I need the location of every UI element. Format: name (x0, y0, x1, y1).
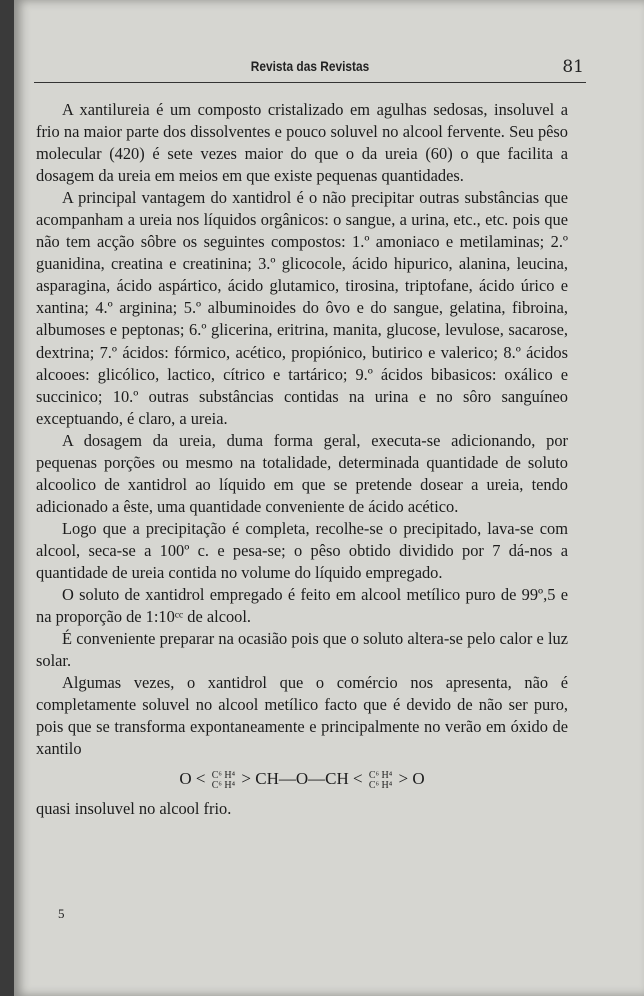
signature-mark: 5 (58, 906, 65, 921)
paragraph-3: A dosagem da ureia, duma forma geral, executa-se adicionando, por pequenas porções ou mesmo na totalidade, determinada quantidade de soluto alcoolico de xantidrol ao líquido em que se pretende dosear a ureia, tendo adicionado a êste, uma quantidade conveniente de ácido acético. (36, 430, 568, 516)
paragraph-7: Algumas vezes, o xantidrol que o comércio nos apresenta, não é completamente soluvel no alcool metílico facto que é devido de não ser puro, pois que se transforma expontaneamente e principalmente no verão em óxido de xantilo (36, 673, 568, 759)
formula-gt-left: > (241, 769, 251, 789)
formula-lt-right: < (353, 769, 363, 789)
page-number: 81 (562, 57, 584, 77)
formula-benzene-left (212, 771, 235, 791)
formula-lt-left: < (195, 769, 206, 789)
formula-oxygen-right: O (412, 769, 425, 789)
formula-gt-right: > (398, 769, 409, 789)
formula-benzene-right (369, 771, 392, 791)
paragraph-2: A principal vantagem do xantidrol é o não precipitar outras substâncias que acompanham a ureia nos líquidos orgânicos: o sangue, a urina, etc., etc. pois que não tem acção sôbre os seguintes compostos: 1.º amoniaco e metilaminas; 2.º guanidina, creatina e creatinina; 3.º glicocole, ácido hipurico, alanina, leucina, asparagina, ácido aspártico, ácido glutamico, tirosina, triptofane, ácido úrico e xantina; 4.º arginina; 5.º albuminoides do ôvo e do sangue, gelatina, fibroina, albumoses e peptonas; 6.º glicerina, eritrina, manita, glucose, levulose, sacarose, dextrina; 7.º ácidos: fórmico, acético, propiónico, butirico e valerico; 8.º ácidos alcooes: glicólico, lactico, cítrico e tartárico; 9.º ácidos bibasicos: oxálico e succinico; 10.º outras substâncias contidas na urina e no sôro sanguíneo exceptuando, é claro, a ureia. (36, 188, 568, 428)
body-text (36, 99, 568, 820)
chemical-formula (36, 768, 568, 794)
paragraph-after-formula: quasi insoluvel no alcool frio. (36, 799, 232, 819)
paragraph-6: É conveniente preparar na ocasião pois que o soluto altera-se pelo calor e luz solar. (36, 629, 568, 671)
paragraph-5: O soluto de xantidrol empregado é feito em alcool metílico puro de 99º,5 e na proporção de 1:10ᶜᶜ de alcool. (36, 585, 568, 627)
running-title: Revista das Revistas (250, 58, 370, 74)
formula-frac-bottom-right: C⁶ H⁴ (368, 779, 393, 791)
formula-frac-top-left: C⁶ H⁴ (211, 769, 236, 781)
formula-frac-top-right: C⁶ H⁴ (368, 769, 393, 781)
formula-middle: CH—O—CH (255, 769, 349, 789)
formula-frac-bottom-left: C⁶ H⁴ (211, 779, 236, 791)
running-header (34, 58, 586, 83)
book-page (14, 0, 644, 996)
paragraph-4: Logo que a precipitação é completa, recolhe-se o precipitado, lava-se com alcool, seca-se a 100º c. e pesa-se; o pêso obtido dividido por 7 dá-nos a quantidade de ureia contida no volume do líquido empregado. (36, 518, 568, 582)
formula-oxygen-left: O (179, 769, 192, 789)
paragraph-1: A xantilureia é um composto cristalizado em agulhas sedosas, insoluvel a frio na maior parte dos dissolventes e pouco soluvel no alcool fervente. Seu pêso molecular (420) é sete vezes maior do que o da ureia (60) o que facilita a dosagem da ureia em meios em que existe pequenas quantidades. (36, 100, 568, 186)
